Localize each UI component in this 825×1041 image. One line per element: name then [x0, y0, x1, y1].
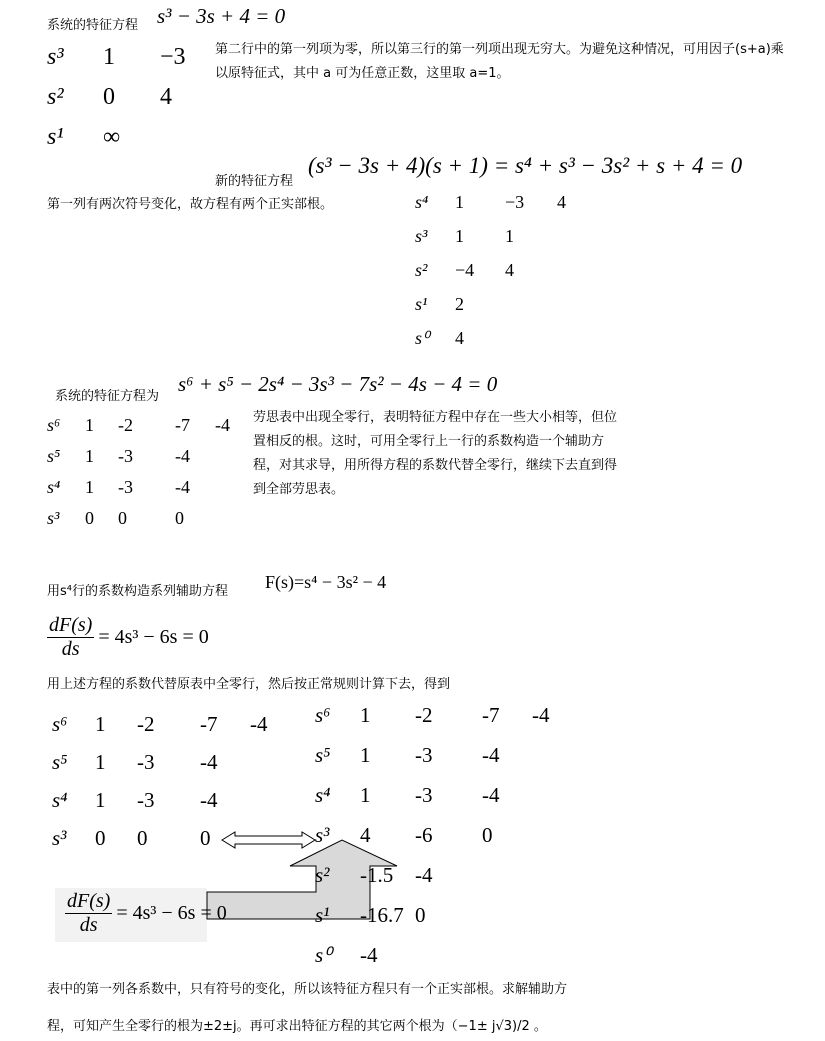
table-cell: -3: [118, 477, 133, 497]
table-cell: 0: [482, 823, 493, 847]
deriv-den: ds: [79, 914, 98, 936]
row-label: s¹: [315, 903, 330, 927]
row-label: s⁴: [315, 783, 331, 807]
table-cell: -4: [200, 750, 218, 774]
table-cell: -1.5: [360, 863, 394, 887]
then-text: 用上述方程的系数代替原表中全零行，然后按正常规则计算下去，得到: [47, 677, 451, 692]
conclusion-text: 第一列有两次符号变化，故方程有两个正实部根。: [47, 197, 334, 212]
table-cell: 0: [137, 826, 148, 850]
table-cell: -4: [200, 788, 218, 812]
table-cell: 1: [360, 743, 371, 767]
char-eq-label: 系统的特征方程: [47, 18, 139, 33]
table-cell: 4: [360, 823, 371, 847]
row-label: s⁵: [47, 446, 61, 466]
table-cell: 4: [160, 84, 172, 110]
row-label: s⁶: [315, 703, 331, 727]
table-cell: -3: [137, 788, 155, 812]
table-cell: -2: [137, 712, 155, 736]
table-cell: ∞: [103, 124, 121, 150]
table-cell: -7: [482, 703, 500, 727]
row-label: s³: [47, 508, 60, 528]
table-cell: 0: [103, 84, 115, 110]
table-cell: -4: [482, 743, 500, 767]
char-eq2: s⁶ + s⁵ − 2s⁴ − 3s³ − 7s² − 4s − 4 = 0: [178, 372, 498, 396]
zero-row-note: 劳思表中出现全零行，表明特征方程中存在一些大小相等，但位置相反的根。这时，可用全零行上一行的系数构造一个辅助方程，对其求导，用所得方程的系数代替全零行，继续下去直到得到全部劳思表。: [253, 410, 618, 497]
final-line-2: 程，可知产生全零行的根为±2±j。再可求出特征方程的其它两个根为（−1± j√3)/2 。: [47, 1019, 547, 1034]
deriv-num: dF(s): [67, 890, 111, 912]
row-label: s³: [315, 823, 330, 847]
row-label: s²: [315, 863, 330, 887]
row-label: s²: [415, 260, 428, 280]
table-cell: -4: [482, 783, 500, 807]
double-arrow-icon: [222, 832, 315, 848]
row-label: s¹: [47, 124, 64, 150]
new-eq: (s³ − 3s + 4)(s + 1) = s⁴ + s³ − 3s² + s + 4 = 0: [308, 153, 743, 178]
table-cell: -4: [175, 446, 190, 466]
table-cell: 1: [360, 783, 371, 807]
char-eq: s³ − 3s + 4 = 0: [157, 4, 286, 28]
aux-eq: F(s)=s⁴ − 3s² − 4: [265, 572, 387, 592]
table-cell: -7: [200, 712, 218, 736]
char-eq2-label: 系统的特征方程为: [55, 389, 160, 404]
table-cell: -7: [175, 415, 190, 435]
table-cell: −3: [160, 44, 186, 70]
row-label: s⁶: [47, 415, 61, 435]
row-label: s⁰: [415, 328, 430, 348]
table-cell: 1: [455, 192, 464, 212]
table-cell: 4: [505, 260, 514, 280]
table-cell: −3: [505, 192, 525, 212]
table-cell: -16.7: [360, 903, 404, 927]
table-cell: 4: [455, 328, 464, 348]
table-cell: -6: [415, 823, 433, 847]
row-label: s⁴: [415, 192, 429, 212]
deriv-rhs: = 4s³ − 6s = 0: [116, 902, 227, 924]
table-cell: 0: [175, 508, 184, 528]
final-line-1: 表中的第一列各系数中，只有符号的变化，所以该特征方程只有一个正实部根。求解辅助方: [47, 982, 568, 997]
derivative-eq-boxed: [65, 890, 227, 937]
table-cell: 1: [85, 477, 94, 497]
deriv-den: ds: [61, 638, 80, 660]
table-cell: 1: [95, 788, 106, 812]
table-cell: -4: [415, 863, 433, 887]
table-cell: 1: [103, 44, 115, 70]
table-cell: 1: [85, 415, 94, 435]
table-cell: 1: [505, 226, 514, 246]
table-cell: 0: [415, 903, 426, 927]
table-cell: -3: [118, 446, 133, 466]
aux-label: 用s⁴行的系数构造系列辅助方程: [47, 584, 228, 599]
row-label: s⁵: [315, 743, 331, 767]
table-cell: 2: [455, 294, 464, 314]
row-label: s¹: [415, 294, 428, 314]
row-label: s³: [47, 44, 64, 70]
row-label: s⁶: [52, 712, 68, 736]
table-cell: 1: [85, 446, 94, 466]
row-label: s²: [47, 84, 64, 110]
row-label: s⁰: [315, 943, 332, 967]
table-cell: 1: [360, 703, 371, 727]
table-cell: -4: [215, 415, 230, 435]
row-label: s⁴: [52, 788, 68, 812]
table-cell: -3: [415, 783, 433, 807]
new-eq-label: 新的特征方程: [215, 174, 294, 189]
table-cell: -2: [118, 415, 133, 435]
table-cell: -4: [532, 703, 550, 727]
table-cell: 1: [95, 750, 106, 774]
row-label: s³: [415, 226, 428, 246]
table-cell: -3: [137, 750, 155, 774]
row-label: s³: [52, 826, 67, 850]
table-cell: 1: [455, 226, 464, 246]
note-paragraph: 第二行中的第一列项为零，所以第三行的第一列项出现无穷大。为避免这种情况，可用因子(s+a)乘以原特征式，其中 a 可为任意正数，这里取 a=1。: [215, 42, 784, 81]
table-cell: -4: [175, 477, 190, 497]
table-cell: 0: [85, 508, 94, 528]
deriv-num: dF(s): [49, 614, 93, 636]
table-cell: -3: [415, 743, 433, 767]
table-cell: 0: [95, 826, 106, 850]
table-cell: -4: [360, 943, 378, 967]
deriv-rhs: = 4s³ − 6s = 0: [98, 626, 209, 648]
table-cell: 0: [200, 826, 211, 850]
table-cell: −4: [455, 260, 475, 280]
table-cell: -2: [415, 703, 433, 727]
row-label: s⁴: [47, 477, 61, 497]
row-label: s⁵: [52, 750, 68, 774]
table-cell: 0: [118, 508, 127, 528]
table-cell: -4: [250, 712, 268, 736]
table-cell: 1: [95, 712, 106, 736]
table-cell: 4: [557, 192, 566, 212]
